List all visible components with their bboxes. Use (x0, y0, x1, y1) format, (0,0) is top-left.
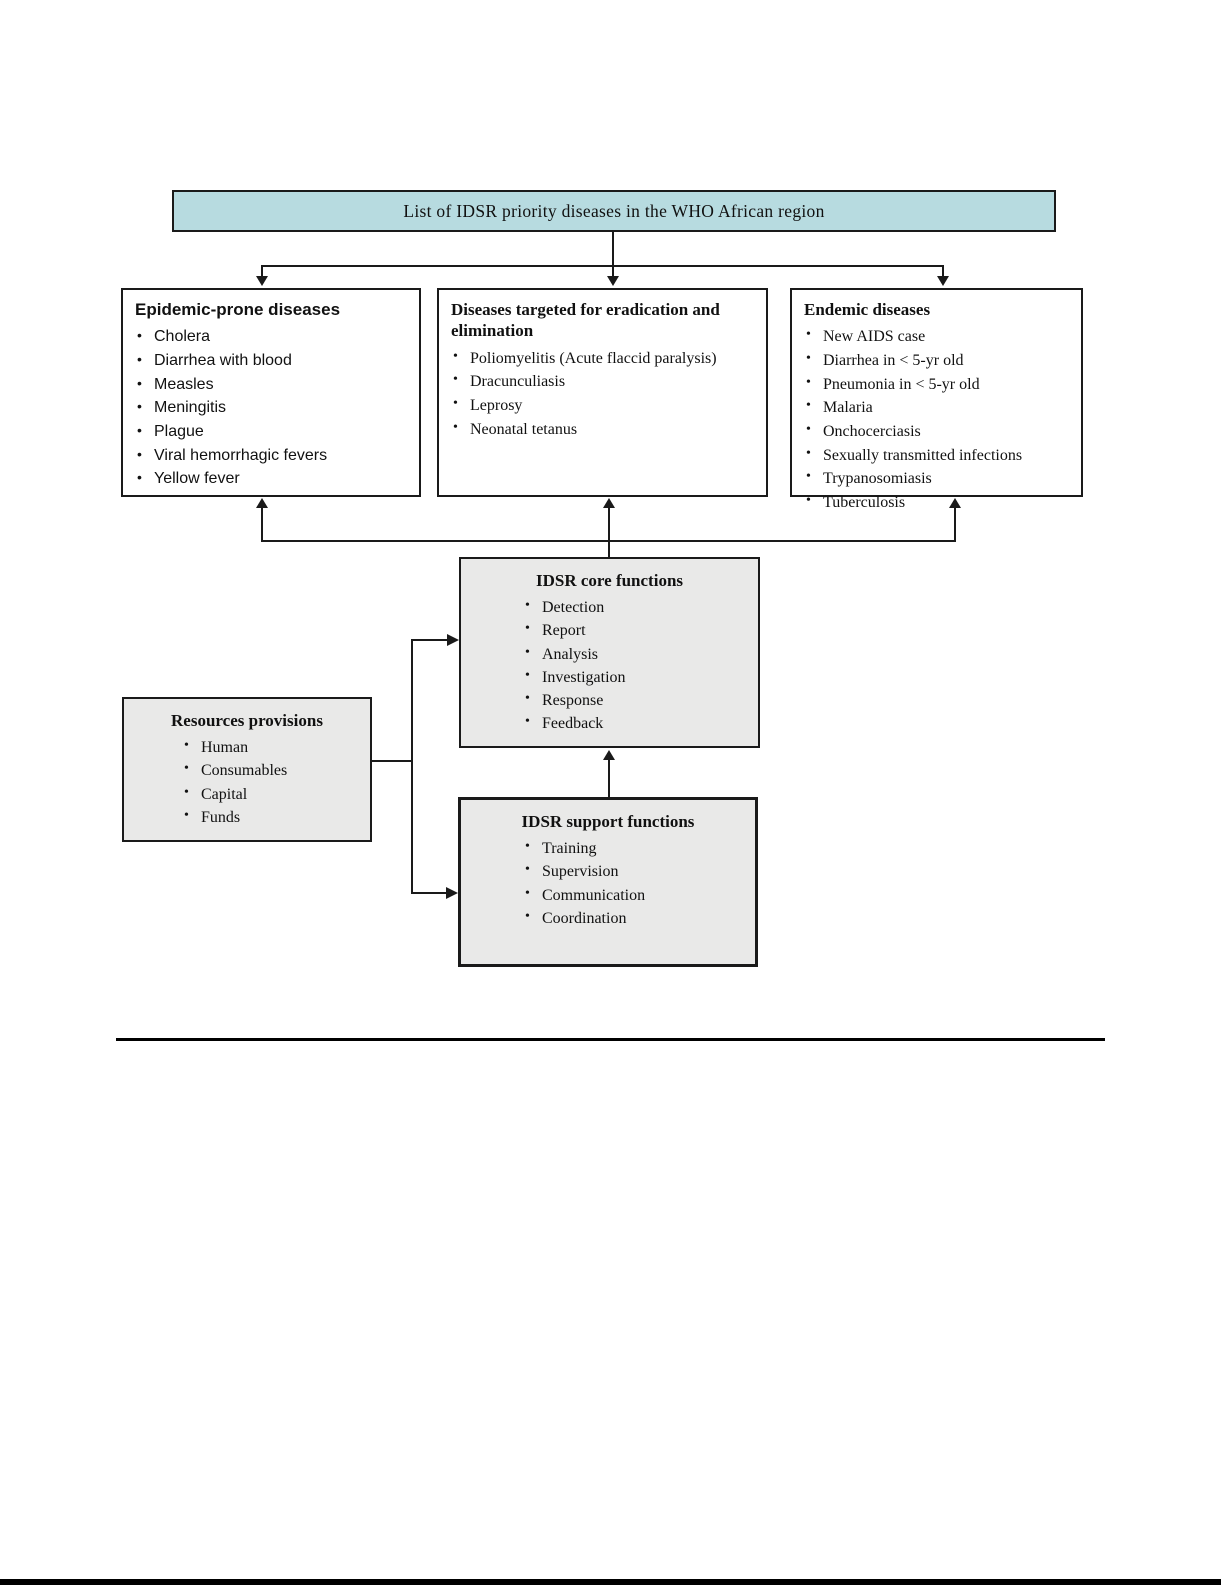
list-item: • Viral hemorrhagic fevers (137, 444, 411, 468)
page-bottom-border (0, 1579, 1221, 1585)
list-item: • Onchocerciasis (806, 420, 1073, 444)
list-item: • Human (184, 736, 362, 759)
list-item: • Capital (184, 783, 362, 806)
list-item: • Funds (184, 806, 362, 829)
box-item-list (792, 325, 1081, 514)
endemic-diseases-box (790, 288, 1083, 511)
box-heading: IDSR core functions (535, 571, 684, 590)
diagram-title-box (172, 190, 1056, 232)
list-item: • Dracunculiasis (453, 370, 758, 394)
box-item-list (124, 736, 370, 829)
connector-line (608, 508, 610, 557)
list-item: • Neonatal tetanus (453, 418, 758, 442)
list-item: • Measles (137, 373, 411, 397)
list-item: • Malaria (806, 396, 1073, 420)
diagram-title: List of IDSR priority diseases in the WHO African region (403, 200, 825, 221)
list-item: • Response (525, 689, 750, 712)
list-item: • Communication (525, 884, 747, 907)
box-item-list (123, 325, 419, 491)
list-item: • Diarrhea with blood (137, 349, 411, 373)
horizontal-divider (116, 1038, 1105, 1041)
box-item-list (461, 596, 758, 735)
epidemic-prone-diseases-box (121, 288, 421, 497)
connector-line (411, 639, 447, 641)
list-item: • Training (525, 837, 747, 860)
list-item: • Plague (137, 420, 411, 444)
list-item: • Poliomyelitis (Acute flaccid paralysis) (453, 347, 758, 371)
connector-line (372, 760, 413, 762)
arrowhead-down-icon (256, 276, 268, 286)
list-item: • Feedback (525, 712, 750, 735)
arrowhead-up-icon (603, 498, 615, 508)
idsr-core-functions-box (459, 557, 760, 748)
box-item-list (461, 837, 755, 930)
connector-line (954, 508, 956, 541)
arrowhead-up-icon (256, 498, 268, 508)
idsr-support-functions-box (458, 797, 758, 967)
list-item: • Supervision (525, 860, 747, 883)
connector-line (608, 760, 610, 797)
list-item: • Detection (525, 596, 750, 619)
connector-line (612, 231, 614, 265)
connector-line (411, 639, 413, 894)
arrowhead-right-icon (447, 634, 459, 646)
connector-line (261, 540, 956, 542)
arrowhead-down-icon (607, 276, 619, 286)
list-item: • New AIDS case (806, 325, 1073, 349)
list-item: • Meningitis (137, 396, 411, 420)
list-item: • Report (525, 619, 750, 642)
list-item: • Pneumonia in < 5-yr old (806, 373, 1073, 397)
arrowhead-up-icon (603, 750, 615, 760)
box-heading: Resources provisions (171, 711, 323, 730)
box-heading: Endemic diseases (804, 300, 931, 319)
box-heading: IDSR support functions (521, 812, 695, 831)
list-item: • Tuberculosis (806, 491, 1073, 515)
connector-line (411, 892, 446, 894)
connector-line (261, 265, 944, 267)
box-heading: Epidemic-prone diseases (135, 300, 341, 319)
resources-provisions-box (122, 697, 372, 842)
list-item: • Diarrhea in < 5-yr old (806, 349, 1073, 373)
list-item: • Trypanosomiasis (806, 467, 1073, 491)
arrowhead-up-icon (949, 498, 961, 508)
list-item: • Analysis (525, 643, 750, 666)
list-item: • Leprosy (453, 394, 758, 418)
list-item: • Sexually transmitted infections (806, 444, 1073, 468)
list-item: • Consumables (184, 759, 362, 782)
box-heading: Diseases targeted for eradication and elimination (451, 300, 720, 341)
arrowhead-right-icon (446, 887, 458, 899)
list-item: • Investigation (525, 666, 750, 689)
arrowhead-down-icon (937, 276, 949, 286)
list-item: • Coordination (525, 907, 747, 930)
eradication-elimination-diseases-box (437, 288, 768, 497)
list-item: • Cholera (137, 325, 411, 349)
list-item: • Yellow fever (137, 467, 411, 491)
box-item-list (439, 347, 766, 442)
connector-line (261, 508, 263, 541)
